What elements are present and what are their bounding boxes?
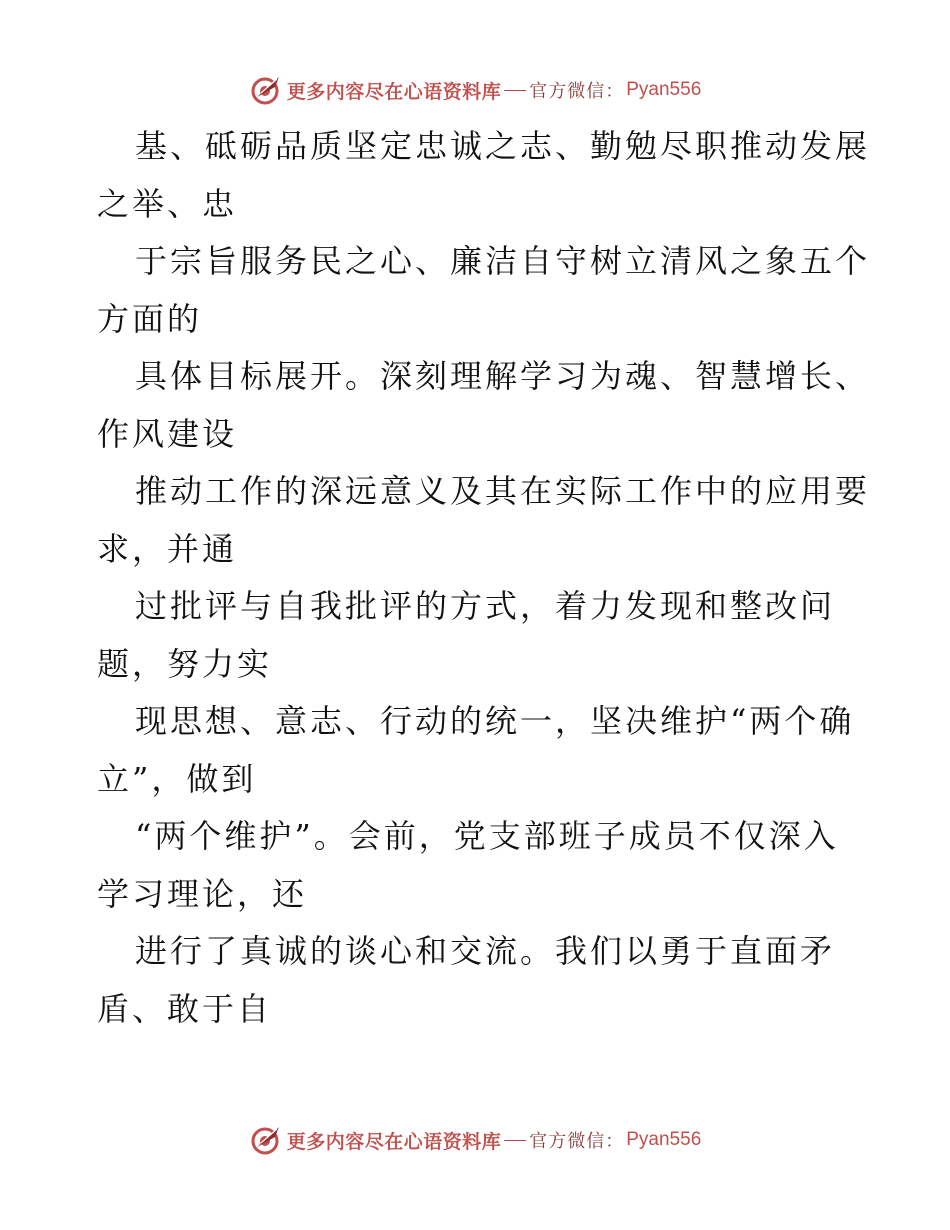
body-line: 作风建设: [97, 414, 238, 453]
body-line: 立”，做到: [97, 759, 257, 798]
body-line: 题，努力实: [97, 644, 273, 683]
quill-logo-icon: [249, 73, 283, 107]
body-line: 学习理论，还: [97, 874, 308, 913]
footer-dash: [504, 1140, 526, 1141]
body-line: 现思想、意志、行动的统一，坚决维护“两个确: [135, 702, 855, 740]
body-line: 进行了真诚的谈心和交流。我们以勇于直面矛: [135, 932, 836, 970]
footer-brand-text: 更多内容尽在心语资料库: [286, 1130, 502, 1153]
body-line: 过批评与自我批评的方式，着力发现和整改问: [135, 587, 836, 625]
footer-banner: [0, 1120, 950, 1160]
body-line: 之举、忠: [97, 184, 238, 223]
header-banner: [0, 70, 950, 110]
body-line: 基、砥砺品质坚定忠诚之志、勤勉尽职推动发展: [135, 127, 871, 165]
body-line: 方面的: [97, 299, 203, 338]
quill-logo-icon: [249, 1123, 283, 1157]
body-line: 推动工作的深远意义及其在实际工作中的应用要: [135, 472, 871, 510]
body-line: “两个维护”。会前，党支部班子成员不仅深入: [135, 817, 839, 855]
body-line: 求，并通: [97, 529, 238, 568]
header-dash: [504, 90, 526, 91]
body-line: 盾、敢于自: [97, 989, 273, 1028]
body-line: 具体目标展开。深刻理解学习为魂、智慧增长、: [135, 357, 871, 395]
header-wechat-id: Pyan556: [626, 79, 702, 100]
header-official-label: 官方微信：: [529, 81, 625, 102]
footer-wechat-id: Pyan556: [626, 1129, 702, 1150]
header-brand-text: 更多内容尽在心语资料库: [286, 80, 502, 103]
document-body: [97, 118, 871, 1038]
footer-official-label: 官方微信：: [529, 1131, 625, 1152]
body-line: 于宗旨服务民之心、廉洁自守树立清风之象五个: [135, 242, 871, 280]
